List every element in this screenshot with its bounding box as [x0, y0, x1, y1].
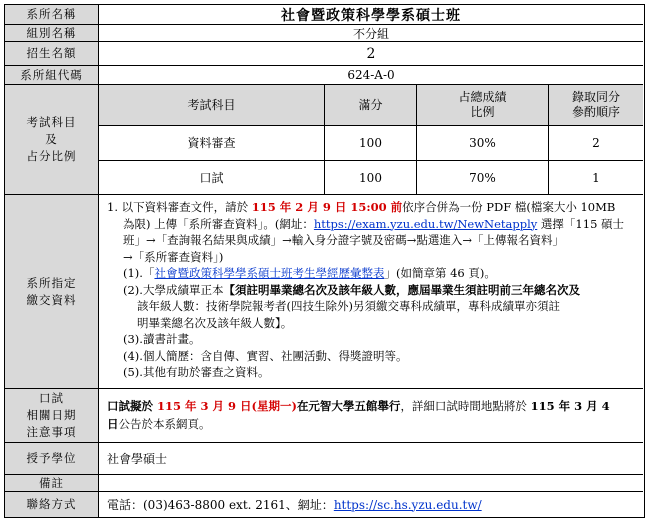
oral-row: [5, 389, 643, 443]
col-subject: 考試科目: [99, 85, 325, 125]
remark-row: [5, 475, 643, 492]
remark-label: 備註: [5, 475, 99, 491]
group-row: [5, 25, 643, 42]
quota-label: 招生名額: [5, 42, 99, 65]
admission-table: [4, 4, 645, 518]
col-ratio: 占總成績 比例: [417, 85, 549, 125]
degree-value: 社會學碩士: [107, 452, 168, 466]
exam-full: 100: [325, 161, 417, 195]
exam-subject: 口試: [99, 161, 325, 195]
col-order: 錄取同分 參酌順序: [571, 90, 620, 119]
exam-subject: 資料審查: [99, 126, 325, 160]
docs-label: 系所指定 繳交資料: [5, 195, 99, 388]
apply-link[interactable]: https://exam.yzu.edu.tw/NewNetapply: [313, 216, 538, 231]
contact-row: [5, 492, 643, 517]
code-value: 624-A-0: [347, 68, 395, 82]
contact-link[interactable]: https://sc.hs.yzu.edu.tw/: [333, 497, 482, 512]
exam-ratio: 70%: [417, 161, 549, 195]
group-value: 不分組: [352, 26, 389, 41]
degree-label: 授予學位: [5, 443, 99, 474]
group-label: 組別名稱: [5, 25, 99, 41]
exam-order: 2: [592, 135, 600, 150]
quota-value: 2: [366, 45, 376, 62]
exam-ratio: 30%: [417, 126, 549, 160]
form-link[interactable]: 社會暨政策科學學系碩士班考生學經歷彙整表: [154, 266, 385, 280]
dept-name-value: 社會暨政策科學學系碩士班: [281, 7, 461, 24]
exam-order: 1: [592, 170, 600, 185]
code-row: [5, 66, 643, 85]
exam-row: [5, 85, 643, 195]
oral-label: 口試 相關日期 注意事項: [5, 389, 99, 442]
code-label: 系所組代碼: [5, 66, 99, 84]
exam-header: [99, 85, 643, 126]
docs-content: 1. 以下資料審查文件，請於 115 年 2 月 9 日 15:00 前依序合併為一份 PDF 檔(檔案大小 10MB 為限) 上傳「系所審查資料」。(網址：https://exam.yzu.edu.tw/NewNetapply 選擇「115 碩士 班」→「查詢報名結果與成績」→輸入身分證字號及密碼→點選進入→「上傳報名資料」 →「系所審查資料」) (1).「社會暨政策科學學系碩士班考生學經歷彙整表」(如簡章第 46 頁)。 (2).大學成績單正本【須註明畢業總名次及該年級人數，應屆畢業生須註明前三年總名次及 該年級人數：技術學院報考者(四技生除外)另須繳交專科成績單，專科成績單亦須註 明畢業總名次及該年級人數】。 (3).讀書計畫。 (4).個人簡歷：含自傳、實習、社團活動、得獎證明等。 (5).其他有助於審查之資料。: [107, 200, 625, 379]
dept-name-row: [5, 5, 643, 25]
contact-value: 電話：(03)463-8800 ext. 2161、網址： https://sc.hs.yzu.edu.tw/: [107, 497, 482, 512]
exam-row-1: [99, 126, 643, 161]
quota-row: [5, 42, 643, 66]
exam-row-2: [99, 161, 643, 195]
exam-full: 100: [325, 126, 417, 160]
exam-label: 考試科目 及 占分比例: [5, 85, 99, 194]
contact-label: 聯絡方式: [5, 492, 99, 517]
col-full: 滿分: [325, 85, 417, 125]
docs-row: [5, 195, 643, 389]
degree-row: [5, 443, 643, 475]
remark-value: [99, 475, 643, 491]
oral-content: 口試擬於 115 年 3 月 9 日(星期一)在元智大學五館舉行，詳細口試時間地點將於 115 年 3 月 4 日公告於本系網頁。: [107, 399, 610, 431]
dept-name-label: 系所名稱: [5, 5, 99, 24]
